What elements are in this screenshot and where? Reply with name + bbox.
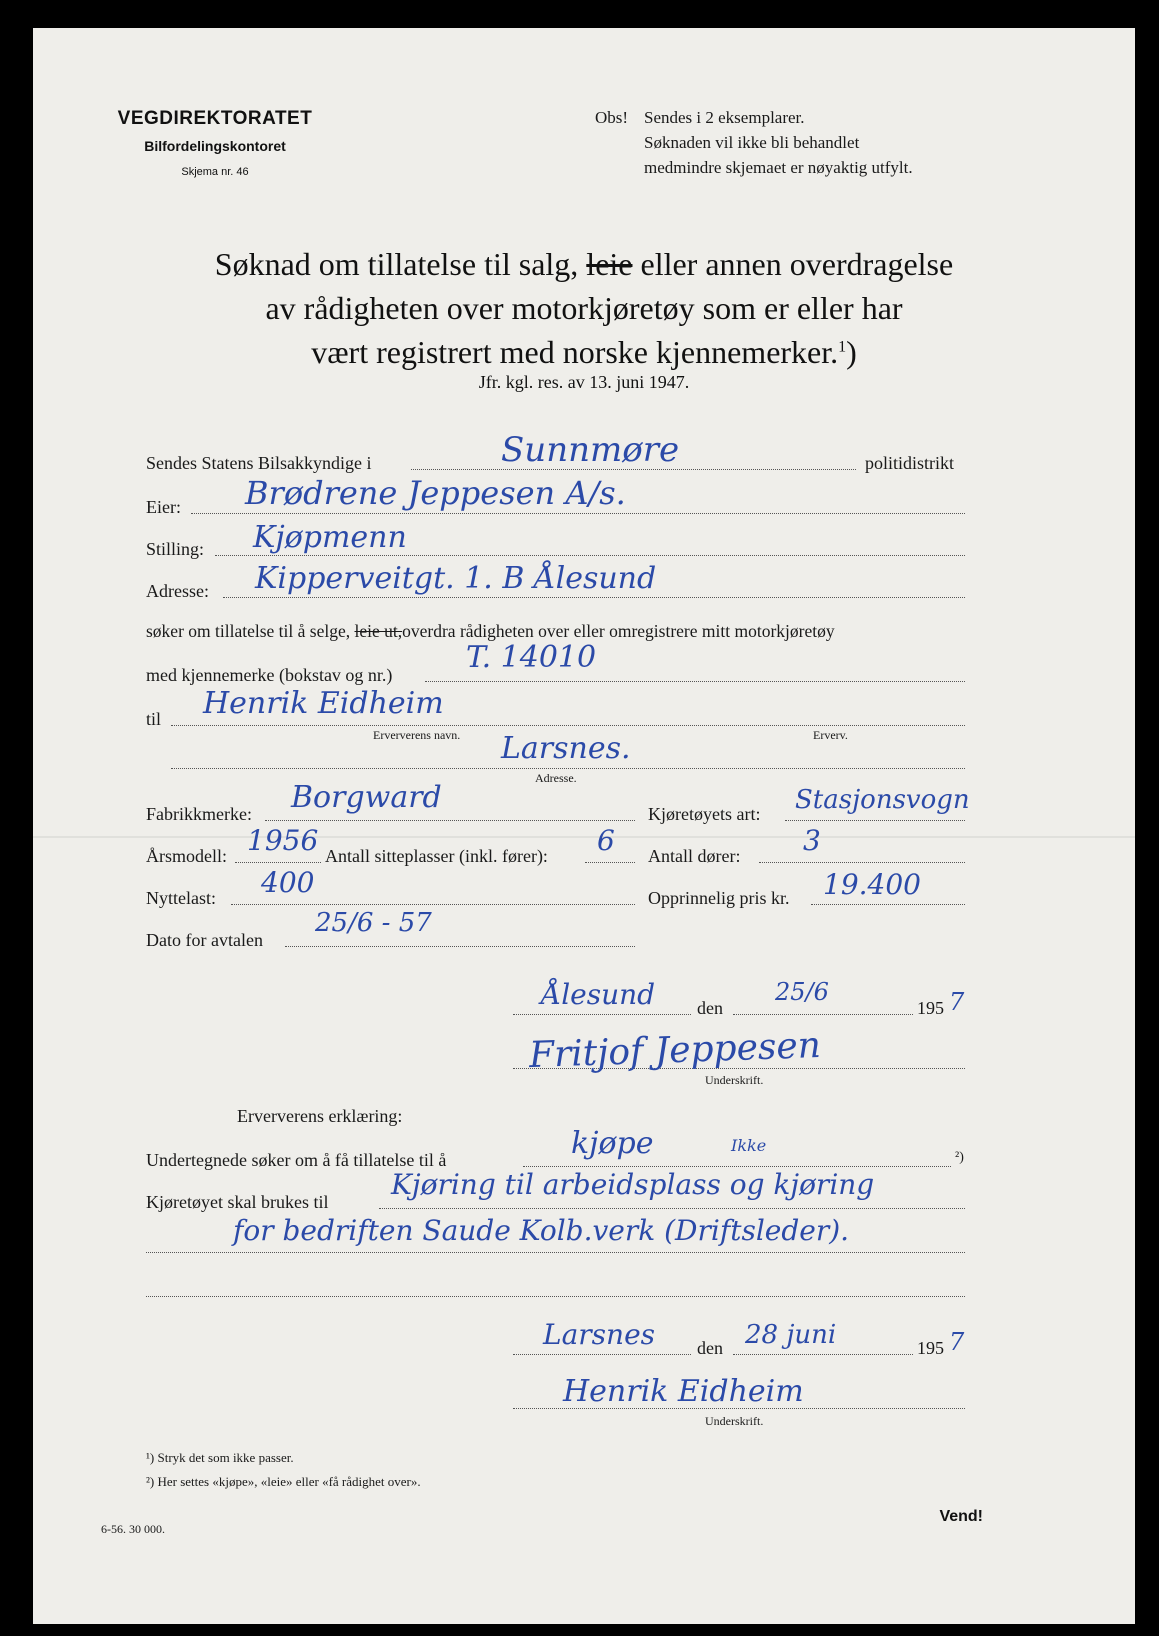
field-til-adresse[interactable] — [171, 768, 965, 769]
hw-bruk2: for bedriften Saude Kolb.verk (Driftsleder). — [233, 1214, 850, 1247]
field-place1[interactable] — [513, 1014, 691, 1015]
hw-date1: 25/6 — [775, 978, 829, 1006]
label-dorer: Antall dører: — [648, 846, 741, 866]
hw-eier: Brødrene Jeppesen A/s. — [245, 474, 626, 512]
hw-fabrikkmerke: Borgward — [291, 780, 442, 815]
field-place2[interactable] — [513, 1354, 691, 1355]
label-adresse: Adresse: — [146, 581, 209, 601]
vend-label: Vend! — [939, 1508, 983, 1525]
label-year-1: 195 — [917, 998, 944, 1018]
fold-line — [33, 836, 1135, 838]
caption-erververens-navn: Erververens navn. — [373, 728, 461, 742]
org-name: VEGDIREKTORATET — [117, 108, 313, 129]
label-kjoretoyets-art: Kjøretøyets art: — [648, 804, 761, 824]
hw-sitteplasser: 6 — [597, 824, 615, 857]
label-fabrikkmerke: Fabrikkmerke: — [146, 804, 252, 824]
form-page — [33, 28, 1135, 1624]
hw-pris: 19.400 — [823, 868, 921, 901]
field-kjope[interactable] — [523, 1166, 951, 1167]
hw-til-adresse: Larsnes. — [501, 731, 631, 766]
label-den-2: den — [697, 1338, 723, 1358]
label-arsmodell: Årsmodell: — [146, 846, 227, 866]
field-pris[interactable] — [811, 904, 965, 905]
form-number: Skjema nr. 46 — [181, 166, 249, 178]
hw-signature1: Fritjof Jeppesen — [528, 1024, 822, 1077]
field-nyttelast[interactable] — [231, 904, 635, 905]
hw-kjope: kjøpe — [571, 1126, 654, 1161]
field-dorer[interactable] — [759, 862, 965, 863]
form-title-line2: av rådigheten over motorkjøretøy som er eller har — [265, 290, 903, 326]
field-sitteplasser[interactable] — [585, 862, 635, 863]
label-eier: Eier: — [146, 497, 181, 517]
field-stilling[interactable] — [215, 555, 965, 556]
hw-arsmodell: 1956 — [247, 824, 319, 857]
hw-place2: Larsnes — [543, 1318, 656, 1351]
hw-place1: Ålesund — [541, 978, 656, 1011]
caption-erverv: Erverv. — [813, 728, 848, 742]
field-brukes-2[interactable] — [146, 1252, 965, 1253]
caption-underskrift-1: Underskrift. — [705, 1073, 764, 1087]
hw-signature2: Henrik Eidheim — [563, 1374, 804, 1409]
soker-line: søker om tillatelse til å selge, leie ut,overdra rådigheten over eller omregistrere mitt motorkjøretøy — [146, 621, 835, 641]
hw-dorer: 3 — [803, 824, 821, 857]
hw-date2: 28 juni — [745, 1320, 837, 1350]
hw-bruk1: Kjøring til arbeidsplass og kjøring — [391, 1168, 875, 1201]
label-sitteplasser: Antall sitteplasser (inkl. fører): — [325, 846, 548, 866]
label-pris: Opprinnelig pris kr. — [648, 888, 790, 908]
field-art[interactable] — [785, 820, 965, 821]
label-sendes: Sendes Statens Bilsakkyndige i — [146, 453, 372, 473]
notice-line2: Søknaden vil ikke bli behandlet — [644, 133, 860, 152]
field-til[interactable] — [171, 725, 965, 726]
label-dato: Dato for avtalen — [146, 930, 263, 950]
hw-year2: 7 — [949, 1328, 965, 1356]
hw-kjope-note: Ikke — [731, 1136, 767, 1155]
hw-dato: 25/6 - 57 — [315, 908, 432, 938]
hw-adresse: Kipperveitgt. 1. B Ålesund — [255, 561, 657, 596]
hw-stilling: Kjøpmenn — [253, 520, 407, 555]
label-stilling: Stilling: — [146, 539, 205, 559]
field-brukes-3[interactable] — [146, 1296, 965, 1297]
caption-underskrift-2: Underskrift. — [705, 1414, 764, 1428]
footnote-2: ²) Her settes «kjøpe», «leie» eller «få rådighet over». — [146, 1474, 421, 1489]
hw-art: Stasjonsvogn — [795, 785, 970, 815]
label-nyttelast: Nyttelast: — [146, 888, 216, 908]
form-title-line1: Søknad om tillatelse til salg, leie eller annen overdragelse — [214, 246, 954, 282]
form-title-line3: vært registrert med norske kjennemerker.$^1$) — [311, 334, 857, 370]
hw-nyttelast: 400 — [261, 866, 315, 899]
label-til: til — [146, 709, 162, 729]
notice-line3: medmindre skjemaet er nøyaktig utfylt. — [644, 158, 913, 177]
field-fabrikkmerke[interactable] — [265, 820, 635, 821]
form-reference: Jfr. kgl. res. av 13. juni 1947. — [478, 372, 690, 392]
field-brukes-1[interactable] — [379, 1208, 965, 1209]
label-undertegnede: Undertegnede søker om å få tillatelse til å — [146, 1150, 447, 1170]
notice-line1: Sendes i 2 eksemplarer. — [644, 108, 805, 127]
footnote-ref-2: ²) — [955, 1150, 964, 1165]
footnote-1: ¹) Stryk det som ikke passer. — [146, 1450, 294, 1465]
field-arsmodell[interactable] — [235, 862, 321, 863]
print-code: 6-56. 30 000. — [101, 1522, 165, 1536]
field-kjennemerke[interactable] — [425, 681, 965, 682]
field-date2[interactable] — [733, 1354, 913, 1355]
label-brukes: Kjøretøyet skal brukes til — [146, 1192, 329, 1212]
hw-district: Sunnmøre — [501, 430, 680, 470]
field-date1[interactable] — [733, 1014, 913, 1015]
caption-adresse: Adresse. — [535, 771, 577, 785]
label-politidistrikt: politidistrikt — [865, 453, 955, 473]
hw-til-navn: Henrik Eidheim — [203, 686, 444, 721]
field-dato[interactable] — [285, 946, 635, 947]
office-name: Bilfordelingskontoret — [144, 138, 286, 154]
label-year-2: 195 — [917, 1338, 944, 1358]
hw-kjennemerke: T. 14010 — [466, 640, 597, 675]
field-eier[interactable] — [191, 513, 965, 514]
label-kjennemerke: med kjennemerke (bokstav og nr.) — [146, 665, 393, 685]
notice-obs: Obs! — [595, 108, 629, 127]
label-erklaering: Erververens erklæring: — [237, 1106, 403, 1126]
label-den-1: den — [697, 998, 723, 1018]
field-adresse[interactable] — [223, 597, 965, 598]
hw-year1: 7 — [949, 988, 965, 1016]
